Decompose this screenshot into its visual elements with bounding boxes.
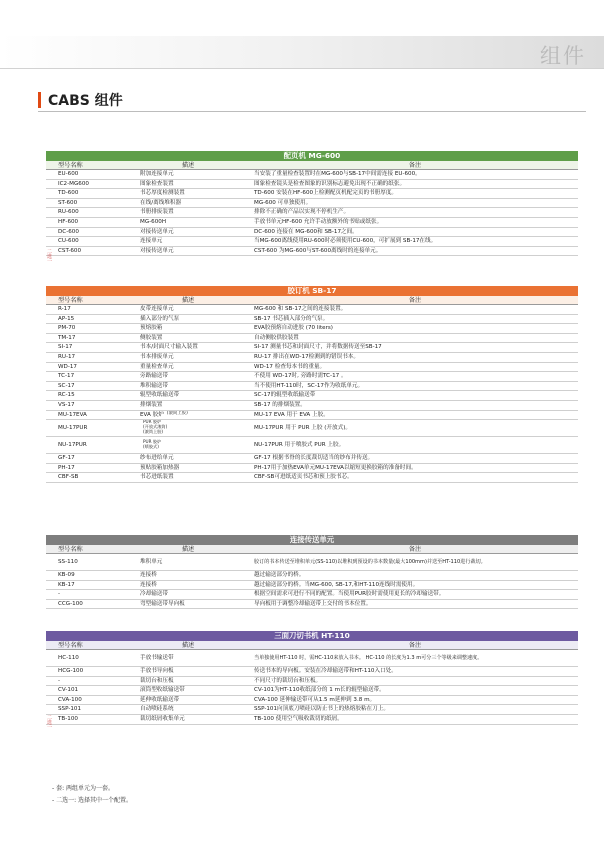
- cell-desc: 对接传送单元: [140, 247, 174, 254]
- table-row: [46, 363, 578, 373]
- table-row: [46, 554, 578, 571]
- cell-note: 越过输送部分的桥。: [254, 572, 305, 578]
- cell-desc-sub: [167, 412, 188, 417]
- table-row: [46, 353, 578, 363]
- cell-note: 当单独使用HT-110 时，需HC-110来放入书本。 HC-110 的长度为1.3 m可分三个等级来调整速度。: [254, 655, 483, 661]
- table-row: [46, 180, 578, 190]
- cell-desc-sub: [143, 420, 167, 434]
- heading-rule: [38, 111, 586, 112]
- cell-note: SSP-101向顶底刀喷硅以防止书上的热熔胶粘在刀上。: [254, 706, 389, 713]
- table-ht110: [46, 631, 578, 725]
- cell-desc: 连接桥: [140, 581, 157, 588]
- cell-note: EVA胶预熔自动进胶 (70 liters): [254, 325, 333, 332]
- cell-desc: 冷却输送带: [140, 591, 168, 598]
- cell-note: 图象检查镜头是检查图象的识别标志避免出现不正确的纸张。: [254, 180, 406, 187]
- table-conveyor: [46, 535, 578, 609]
- cell-note: 传送书本的导向板。安装在冷却输送带和HT-110入口处。: [254, 668, 397, 674]
- cell-desc: 书本排废单元: [140, 353, 174, 360]
- table-title: 配页机 MG-600: [46, 151, 578, 161]
- sub-line: (滚筒上胶): [166, 410, 188, 416]
- cell-desc: 手放书导向板: [140, 668, 174, 674]
- cell-note: RU-17 排出在WD-17检测到的错误书本。: [254, 353, 359, 360]
- cell-note: 不使用 WD-17时, 旁路时需TC-17 。: [254, 373, 347, 380]
- cell-model: AP-15: [58, 315, 75, 322]
- cell-model: EU-600: [58, 171, 79, 177]
- cell-desc: 对接传送单元: [140, 228, 174, 235]
- cell-note: SI-17 测量书芯和封面尺寸，并将数据传送至SB-17: [254, 344, 382, 351]
- page-heading: CABS 组件: [48, 93, 123, 109]
- cell-desc: 图象检查装置: [140, 180, 174, 187]
- cell-model: ST-600: [58, 199, 78, 206]
- cell-model: CBF-SB: [58, 474, 79, 481]
- sub-line: (喷胶式): [143, 443, 159, 449]
- cell-desc: 旁路输送带: [140, 373, 168, 380]
- table-row: [46, 237, 578, 247]
- cell-desc: 预贴胶箱加热器: [140, 464, 180, 471]
- heading-accent-bar: [38, 92, 41, 108]
- cell-note: MG-600 和 SB-17之间的连接装置。: [254, 306, 347, 312]
- table-row: [46, 343, 578, 353]
- cell-desc: 附加连接单元: [140, 171, 174, 177]
- table-row: [46, 600, 578, 610]
- cell-note: MG-600 可单独使用。: [254, 199, 312, 206]
- cell-model: SI-17: [58, 344, 73, 351]
- cell-desc: [124, 411, 252, 420]
- either-or-mark: 二选一: [47, 715, 53, 731]
- table-header: [46, 545, 578, 554]
- cell-note: 当安装了重量检查装置时在MG-600与SB-17中间需连接 EU-600。: [254, 171, 421, 177]
- sub-line: PUR 胶炉: [143, 438, 162, 444]
- cell-desc: 在线/离线堆积器: [140, 199, 182, 206]
- cell-model: CVA-100: [58, 696, 82, 703]
- table-row: [46, 334, 578, 344]
- cell-note: 胶订的书本传送至堆积单元(SS-110)以堆积到预设的书本数量(最大100mm)并送至HT-110进行裁切。: [254, 559, 486, 565]
- table-row: [46, 228, 578, 238]
- cell-desc: MG-600H: [140, 218, 167, 225]
- footnote: - 二选一: 选择其中一个配置。: [52, 797, 133, 804]
- cell-desc: [124, 437, 252, 453]
- cell-model: MU-17PUR: [58, 425, 88, 432]
- cell-desc: 手放书输送带: [140, 655, 174, 661]
- cell-note: SC-17的辊型收纸输送带: [254, 392, 316, 399]
- table-row: [46, 590, 578, 600]
- col-model: 型号名称: [58, 642, 83, 649]
- cell-desc: 预熔胶箱: [140, 325, 163, 332]
- sub-line: (开放式滚筒): [143, 424, 168, 430]
- table-header: [46, 296, 578, 305]
- cell-desc-sub: [143, 440, 161, 450]
- cell-note: 越过输送部分的桥。当MG-600, SB-17,和HT-110连线时需使用。: [254, 581, 419, 588]
- table-row: [46, 473, 578, 483]
- cell-note: SB-17 书芯插入部分的气泵。: [254, 315, 329, 322]
- footnote: - 套: 两组单元为一套。: [52, 785, 115, 792]
- cell-model: PH-17: [58, 464, 75, 471]
- col-model: 型号名称: [58, 162, 83, 169]
- cell-note: 当不使用HT-110时，SC-17作为收纸单元。: [254, 382, 364, 389]
- top-band: [0, 36, 604, 68]
- cell-model: RC-15: [58, 392, 75, 399]
- cell-desc: 书芯厚度检测装置: [140, 190, 185, 197]
- cell-model: R-17: [58, 306, 71, 312]
- table-row: [46, 686, 578, 696]
- cell-note: 排除不正确的产品以实现不停机生产。: [254, 209, 350, 216]
- table-header: [46, 641, 578, 650]
- cell-desc: 裁切纸屑收集单元: [140, 715, 185, 722]
- cell-desc: [124, 420, 252, 436]
- cell-note: MU-17PUR 用于 PUR 上胶 (开放式)。: [254, 425, 351, 432]
- cell-model: -: [58, 591, 61, 598]
- col-desc: 描述: [181, 297, 195, 304]
- col-note: 备注: [408, 297, 422, 304]
- cell-desc: 纱布进给单元: [140, 455, 174, 462]
- cell-desc: 连接单元: [140, 238, 163, 245]
- table-row: [46, 454, 578, 464]
- cell-model: SC-17: [58, 382, 75, 389]
- cell-note: TB-100 使用空气吸收裁切的纸屑。: [254, 715, 343, 722]
- col-desc: 描述: [181, 546, 195, 553]
- cell-note: WD-17 检查每本书的重量。: [254, 363, 326, 370]
- cell-desc-main: EVA 胶炉: [140, 411, 164, 418]
- cell-note: 当MG-600离线使用RU-600时必须使用CU-600，可扩展到 SB-17在线。: [254, 238, 437, 245]
- table-row: [46, 218, 578, 228]
- table-row: [46, 571, 578, 581]
- cell-model: CU-600: [58, 238, 79, 245]
- cell-model: HF-600: [58, 218, 79, 225]
- cell-desc: 堆积单元: [140, 559, 163, 565]
- table-row: [46, 696, 578, 706]
- table-row: [46, 199, 578, 209]
- cell-model: CST-600: [58, 247, 82, 254]
- col-model: 型号名称: [58, 297, 83, 304]
- cell-note: CBF-SB可进纸适页书芯和预上胶书芯。: [254, 474, 353, 481]
- cell-note: 不同尺寸的裁切台和压板。: [254, 677, 322, 684]
- sub-line: (滚筒上胶): [143, 429, 164, 435]
- cell-note: 自动侧胶供胶装置: [254, 334, 299, 341]
- cell-desc: 辊型收纸输送带: [140, 392, 180, 399]
- cell-note: SB-17 的排烟装置。: [254, 401, 306, 408]
- cell-note: PH-17用于加热EVA单元MU-17EVA以缩短更换胶箱的准备时间。: [254, 464, 417, 471]
- cell-model: KB-09: [58, 572, 75, 578]
- col-note: 备注: [408, 642, 422, 649]
- cell-desc: 延伸收纸输送带: [140, 696, 180, 703]
- table-row: [46, 581, 578, 591]
- cell-model: NU-17PUR: [58, 442, 87, 449]
- cell-model: RU-600: [58, 209, 79, 216]
- cell-desc: 书芯进纸装置: [140, 474, 174, 481]
- cell-desc: 皮带连接单元: [140, 306, 174, 312]
- cell-model: CV-101: [58, 687, 79, 694]
- cell-note: 根据空间需求可进行不同的配置。当使用PUR胶时需使用更长的冷却输送带。: [254, 591, 445, 598]
- table-row: [46, 401, 578, 411]
- table-mg600: [46, 151, 578, 256]
- cell-note: MU-17 EVA 用于 EVA 上胶。: [254, 411, 329, 418]
- table-title: 三面刀切书机 HT-110: [46, 631, 578, 641]
- col-note: 备注: [408, 546, 422, 553]
- footnotes: [52, 783, 132, 807]
- table-row: [46, 667, 578, 677]
- either-or-mark: 二选一: [47, 249, 53, 265]
- cell-model: GF-17: [58, 455, 75, 462]
- table-row: [46, 324, 578, 334]
- cell-note: CST-600 为MG-600与ST-600离线时的连接单元。: [254, 247, 382, 254]
- cell-desc: 裁切台和压板: [140, 677, 174, 684]
- cell-note: TD-600 安装在HF-600上检测配页机配完页的书册厚度。: [254, 190, 398, 197]
- cell-model: -: [58, 677, 61, 684]
- table-row: [46, 411, 578, 421]
- cell-desc: 重量检查单元: [140, 363, 174, 370]
- cell-model: DC-600: [58, 228, 79, 235]
- table-row: [46, 437, 578, 454]
- table-title: 连接传送单元: [46, 535, 578, 545]
- cell-model: HC-110: [58, 655, 79, 661]
- cell-desc: 弯型输送带导向板: [140, 600, 185, 607]
- cell-note: GF-17 根据书脊的长度裁切适当的纱布并传送。: [254, 455, 374, 462]
- col-desc: 描述: [181, 642, 195, 649]
- cell-model: VS-17: [58, 401, 75, 408]
- table-row: [46, 391, 578, 401]
- cell-model: KB-17: [58, 581, 75, 588]
- table-row: [46, 715, 578, 725]
- cell-desc: 连接桥: [140, 572, 157, 578]
- cell-desc: 书本/封面尺寸输入装置: [140, 344, 198, 351]
- corner-title: 组件: [540, 44, 586, 68]
- table-row: [46, 372, 578, 382]
- cell-desc: 侧胶装置: [140, 334, 163, 341]
- cell-note: CVA-100 延伸输送带可从1.5 m延伸到 3.8 m。: [254, 696, 376, 703]
- cell-desc: 排烟装置: [140, 401, 163, 408]
- cell-model: MU-17EVA: [58, 411, 87, 418]
- table-header: [46, 161, 578, 170]
- cell-note: 导向板用于调整冷却输送带上交付的书本位置。: [254, 600, 372, 607]
- col-model: 型号名称: [58, 546, 83, 553]
- table-row: [46, 420, 578, 437]
- table-row: [46, 247, 578, 257]
- cell-model: WD-17: [58, 363, 77, 370]
- table-row: [46, 705, 578, 715]
- cell-model: SSP-101: [58, 706, 82, 713]
- cell-desc: 插入部分的气泵: [140, 315, 180, 322]
- cell-model: TM-17: [58, 334, 76, 341]
- cell-model: TB-100: [58, 715, 78, 722]
- table-row: [46, 189, 578, 199]
- cell-model: PM-70: [58, 325, 76, 332]
- table-row: [46, 382, 578, 392]
- sub-line: PUR 胶炉: [143, 420, 162, 425]
- cell-model: HCG-100: [58, 668, 84, 674]
- table-row: [46, 677, 578, 687]
- table-row: [46, 208, 578, 218]
- table-title: 胶订机 SB-17: [46, 286, 578, 296]
- cell-desc: 书册排废装置: [140, 209, 174, 216]
- cell-model: TC-17: [58, 373, 75, 380]
- table-row: [46, 170, 578, 180]
- col-desc: 描述: [181, 162, 195, 169]
- cell-model: SS-110: [58, 559, 78, 565]
- table-row: [46, 305, 578, 315]
- cell-desc: 滚筒型收纸输送带: [140, 687, 185, 694]
- cell-note: CV-101为HT-110收纸部分的 1 m长的辊型输送带。: [254, 687, 385, 694]
- cell-desc: 堆积输送带: [140, 382, 168, 389]
- col-note: 备注: [408, 162, 422, 169]
- cell-note: DC-600 连接在 MG-600和 SB-17之间。: [254, 228, 358, 235]
- table-row: [46, 464, 578, 474]
- cell-model: CCG-100: [58, 600, 83, 607]
- cell-model: RU-17: [58, 353, 76, 360]
- table-sb17: [46, 286, 578, 483]
- cell-model: IC2-MG600: [58, 180, 89, 187]
- table-row: [46, 315, 578, 325]
- cell-model: TD-600: [58, 190, 79, 197]
- top-rule: [0, 68, 604, 69]
- cell-note: NU-17PUR 用于喷胶式 PUR 上胶。: [254, 442, 345, 449]
- cell-note: 手放书单元HF-600 允许手动放额外的书贴或纸张。: [254, 218, 383, 225]
- table-row: [46, 650, 578, 667]
- cell-desc: 自动喷硅系统: [140, 706, 174, 713]
- section-heading: [38, 90, 586, 112]
